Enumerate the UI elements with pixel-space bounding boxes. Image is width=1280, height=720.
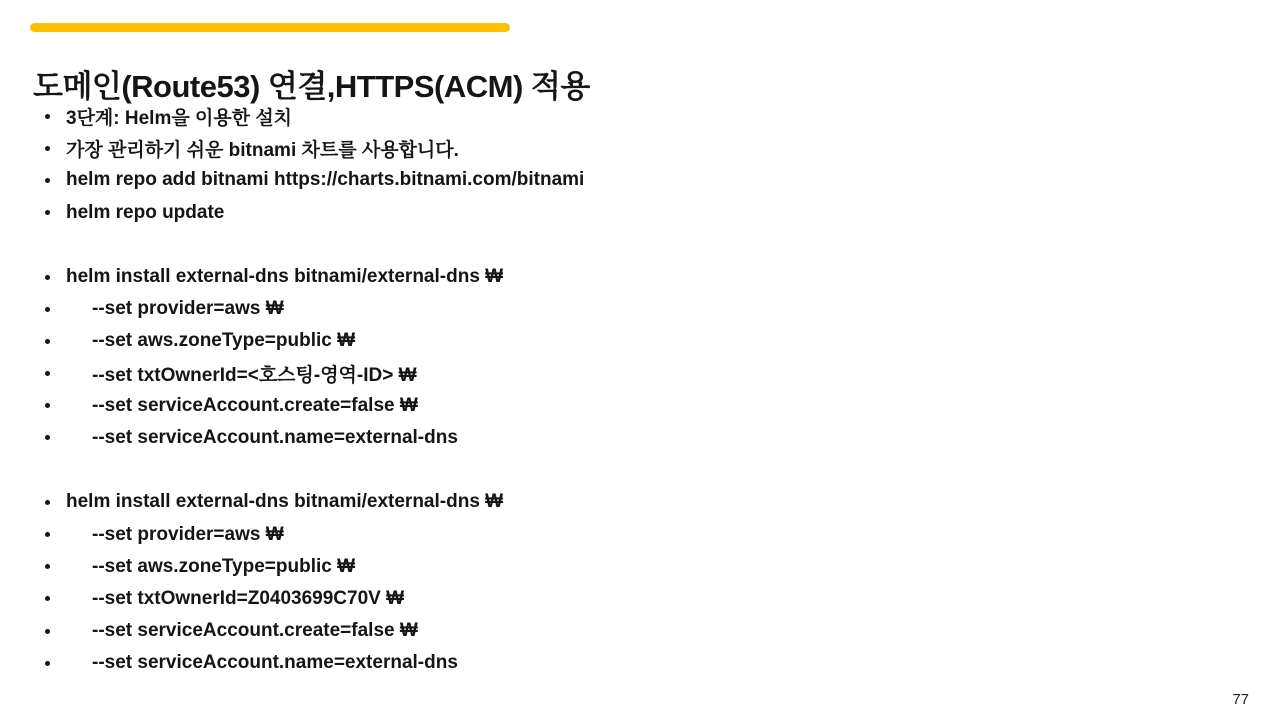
- bullet-text: --set aws.zoneType=public ₩: [92, 330, 356, 352]
- bullet-dot-icon: [45, 210, 50, 215]
- bullet-text: --set aws.zoneType=public ₩: [92, 555, 356, 577]
- bullet-item: [45, 390, 1045, 422]
- bullet-dot-icon: [45, 178, 50, 183]
- bullet-item: [45, 164, 1045, 196]
- bullet-dot-icon: [45, 307, 50, 312]
- bullet-dot-icon: [45, 371, 50, 376]
- bullet-text: --set provider=aws ₩: [92, 523, 284, 545]
- bullet-dot-icon: [45, 596, 50, 601]
- bullet-text: helm install external-dns bitnami/external-dns ₩: [66, 491, 504, 513]
- bullet-item: [45, 261, 1045, 293]
- spacer-row: [45, 229, 1045, 261]
- bullet-item: [45, 615, 1045, 647]
- bullet-dot-icon: [45, 114, 50, 119]
- slide-title: 도메인(Route53) 연결,HTTPS(ACM) 적용: [33, 68, 590, 104]
- bullet-item: [45, 132, 1045, 164]
- bullet-item: [45, 293, 1045, 325]
- bullet-text: --set serviceAccount.name=external-dns: [92, 652, 458, 674]
- bullet-item: [45, 197, 1045, 229]
- page-number: 77: [1232, 691, 1249, 708]
- bullet-dot-icon: [45, 532, 50, 537]
- bullet-dot-icon: [45, 661, 50, 666]
- bullet-text: --set txtOwnerId=Z0403699C70V ₩: [92, 587, 405, 609]
- bullet-dot-icon: [45, 629, 50, 634]
- bullet-item: [45, 647, 1045, 679]
- bullet-text: --set serviceAccount.create=false ₩: [92, 620, 418, 642]
- bullet-item: [45, 583, 1045, 615]
- bullet-item: [45, 325, 1045, 357]
- bullet-dot-icon: [45, 146, 50, 151]
- bullet-dot-icon: [45, 339, 50, 344]
- bullet-list: [45, 100, 1045, 679]
- bullet-dot-icon: [45, 564, 50, 569]
- spacer-row: [45, 454, 1045, 486]
- bullet-text: --set serviceAccount.name=external-dns: [92, 426, 458, 448]
- bullet-text: 가장 관리하기 쉬운 bitnami 차트를 사용합니다.: [66, 139, 459, 161]
- bullet-dot-icon: [45, 500, 50, 505]
- bullet-text: --set provider=aws ₩: [92, 298, 284, 320]
- bullet-item: [45, 422, 1045, 454]
- bullet-item: [45, 486, 1045, 518]
- bullet-item: [45, 518, 1045, 550]
- bullet-item: [45, 551, 1045, 583]
- bullet-text: 3단계: Helm을 이용한 설치: [66, 107, 293, 129]
- bullet-text: helm repo update: [66, 201, 225, 223]
- bullet-text: --set serviceAccount.create=false ₩: [92, 394, 418, 416]
- bullet-item: [45, 100, 1045, 132]
- bullet-dot-icon: [45, 435, 50, 440]
- bullet-item: [45, 358, 1045, 390]
- bullet-dot-icon: [45, 275, 50, 280]
- bullet-text: helm install external-dns bitnami/external-dns ₩: [66, 266, 504, 288]
- bullet-dot-icon: [45, 403, 50, 408]
- bullet-text: --set txtOwnerId=<호스팅-영역-ID> ₩: [92, 365, 417, 387]
- title-accent-bar: [30, 23, 510, 32]
- bullet-text: helm repo add bitnami https://charts.bitnami.com/bitnami: [66, 169, 585, 191]
